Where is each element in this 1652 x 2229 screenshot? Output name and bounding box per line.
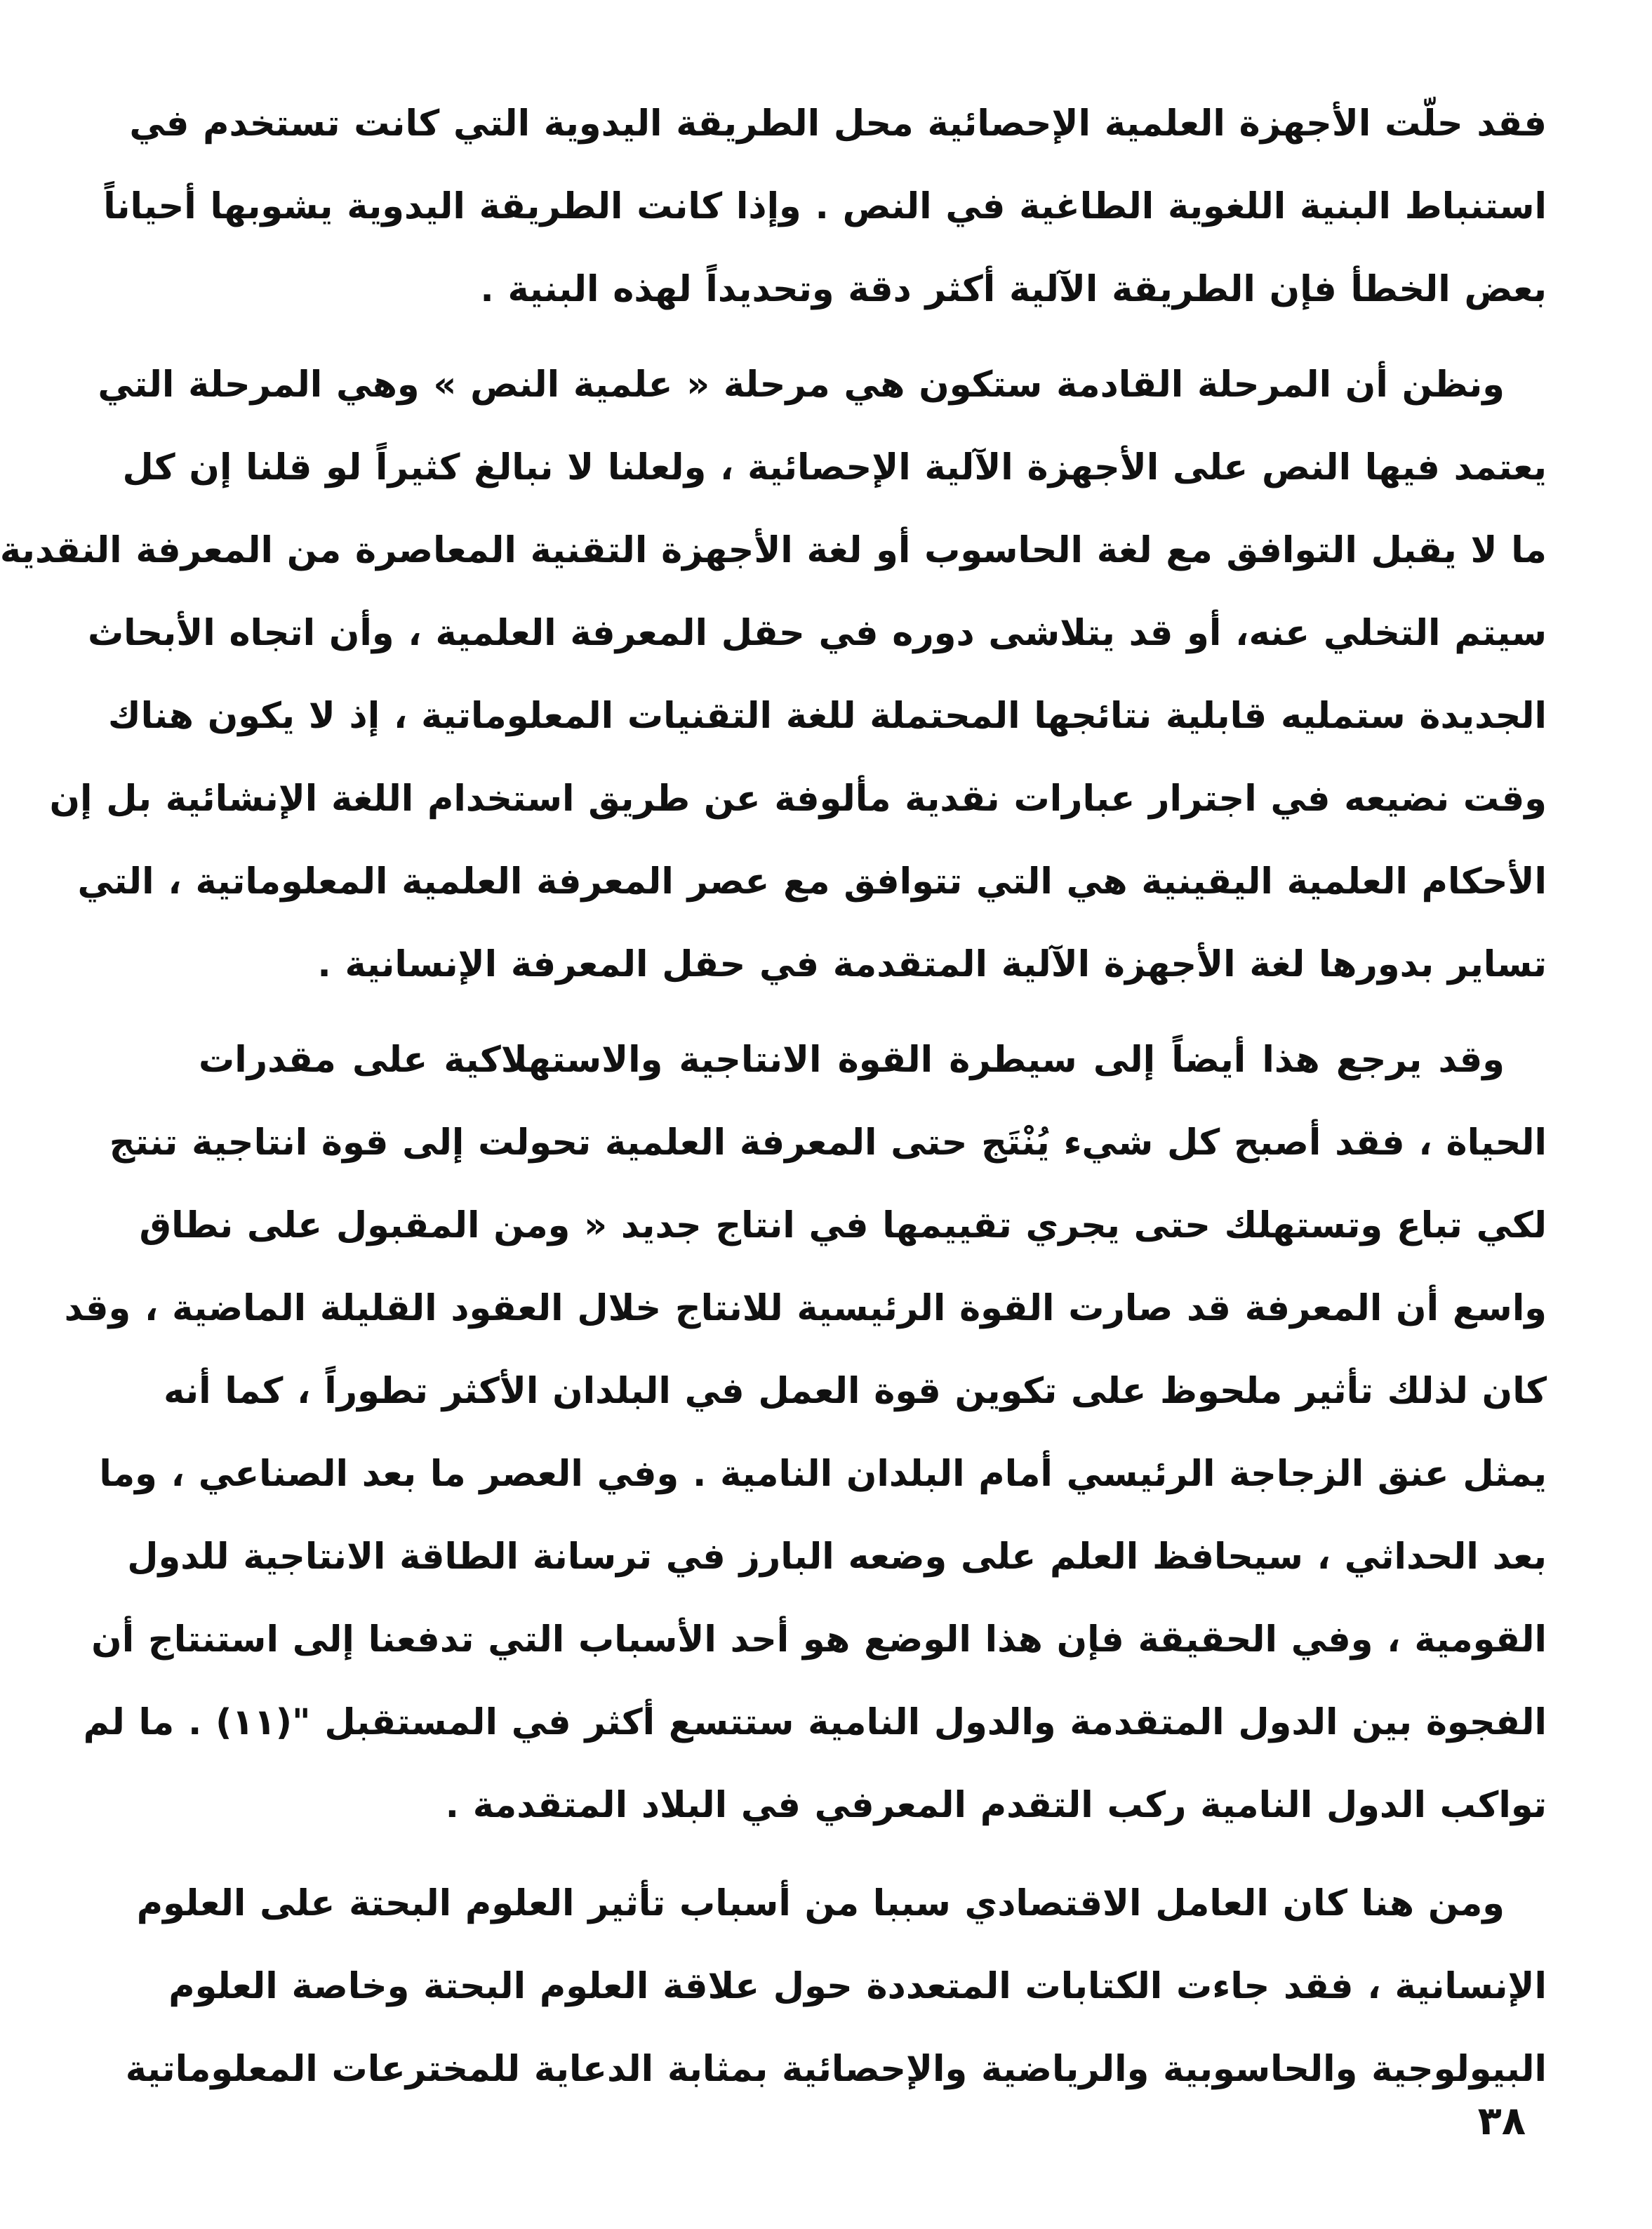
text-line: لكي تباع وتستهلك حتى يجري تقييمها في انتاج جديد « ومن المقبول على نطاق <box>139 1205 1547 1246</box>
text-line: يعتمد فيها النص على الأجهزة الآلية الإحصائية ، ولعلنا لا نبالغ كثيراً لو قلنا إن كل <box>122 447 1547 488</box>
text-line: تساير بدورها لغة الأجهزة الآلية المتقدمة في حقل المعرفة الإنسانية . <box>317 944 1547 985</box>
text-line: الجديدة ستمليه قابلية نتائجها المحتملة للغة التقنيات المعلوماتية ، إذ لا يكون هناك <box>107 696 1547 737</box>
text-line: ومن هنا كان العامل الاقتصادي سببا من أسباب تأثير العلوم البحتة على العلوم <box>136 1883 1505 1924</box>
page-number: ٣٨ <box>1477 2098 1526 2144</box>
text-line: وقد يرجع هذا أيضاً إلى سيطرة القوة الانتاجية والاستهلاكية على مقدرات <box>199 1039 1505 1081</box>
body-text <box>0 83 1547 2111</box>
text-line: ما لا يقبل التوافق مع لغة الحاسوب أو لغة الأجهزة التقنية المعاصرة من المعرفة النقدية <box>0 530 1547 571</box>
text-line: الحياة ، فقد أصبح كل شيء يُنْتَج حتى المعرفة العلمية تحولت إلى قوة انتاجية تنتج <box>109 1122 1547 1164</box>
paragraph-3 <box>64 1019 1547 1847</box>
text-line: وقت نضيعه في اجترار عبارات نقدية مألوفة عن طريق استخدام اللغة الإنشائية بل إن <box>49 778 1547 820</box>
text-line: بعض الخطأ فإن الطريقة الآلية أكثر دقة وتحديداً لهذه البنية . <box>480 269 1547 310</box>
text-line: فقد حلّت الأجهزة العلمية الإحصائية محل الطريقة اليدوية التي كانت تستخدم في <box>129 103 1547 145</box>
text-line: واسع أن المعرفة قد صارت القوة الرئيسية للانتاج خلال العقود القليلة الماضية ، وقد <box>64 1288 1547 1329</box>
paragraph-2 <box>0 344 1547 1006</box>
text-line: كان لذلك تأثير ملحوظ على تكوين قوة العمل في البلدان الأكثر تطوراً ، كما أنه <box>164 1371 1547 1412</box>
text-line: الفجوة بين الدول المتقدمة والدول النامية ستتسع أكثر في المستقبل "(١١) . ما لم <box>83 1702 1547 1743</box>
text-line: بعد الحداثي ، سيحافظ العلم على وضعه البارز في ترسانة الطاقة الانتاجية للدول <box>127 1536 1547 1578</box>
text-line: الأحكام العلمية اليقينية هي التي تتوافق مع عصر المعرفة العلمية المعلوماتية ، التي <box>77 861 1547 903</box>
text-line: الإنسانية ، فقد جاءت الكتابات المتعددة حول علاقة العلوم البحتة وخاصة العلوم <box>168 1966 1547 2007</box>
text-line: ونظن أن المرحلة القادمة ستكون هي مرحلة « علمية النص » وهي المرحلة التي <box>98 364 1505 406</box>
text-line: البيولوجية والحاسوبية والرياضية والإحصائية بمثابة الدعاية للمخترعات المعلوماتية <box>125 2049 1547 2090</box>
text-line: سيتم التخلي عنه، أو قد يتلاشى دوره في حقل المعرفة العلمية ، وأن اتجاه الأبحاث <box>87 613 1547 654</box>
text-line: يمثل عنق الزجاجة الرئيسي أمام البلدان النامية . وفي العصر ما بعد الصناعي ، وما <box>99 1453 1547 1495</box>
paragraph-4 <box>125 1863 1547 2111</box>
text-line: القومية ، وفي الحقيقة فإن هذا الوضع هو أحد الأسباب التي تدفعنا إلى استنتاج أن <box>91 1619 1547 1661</box>
text-line: استنباط البنية اللغوية الطاغية في النص . وإذا كانت الطريقة اليدوية يشوبها أحياناً <box>103 186 1547 227</box>
text-line: تواكب الدول النامية ركب التقدم المعرفي في البلاد المتقدمة . <box>445 1785 1547 1826</box>
paragraph-1 <box>103 83 1547 331</box>
